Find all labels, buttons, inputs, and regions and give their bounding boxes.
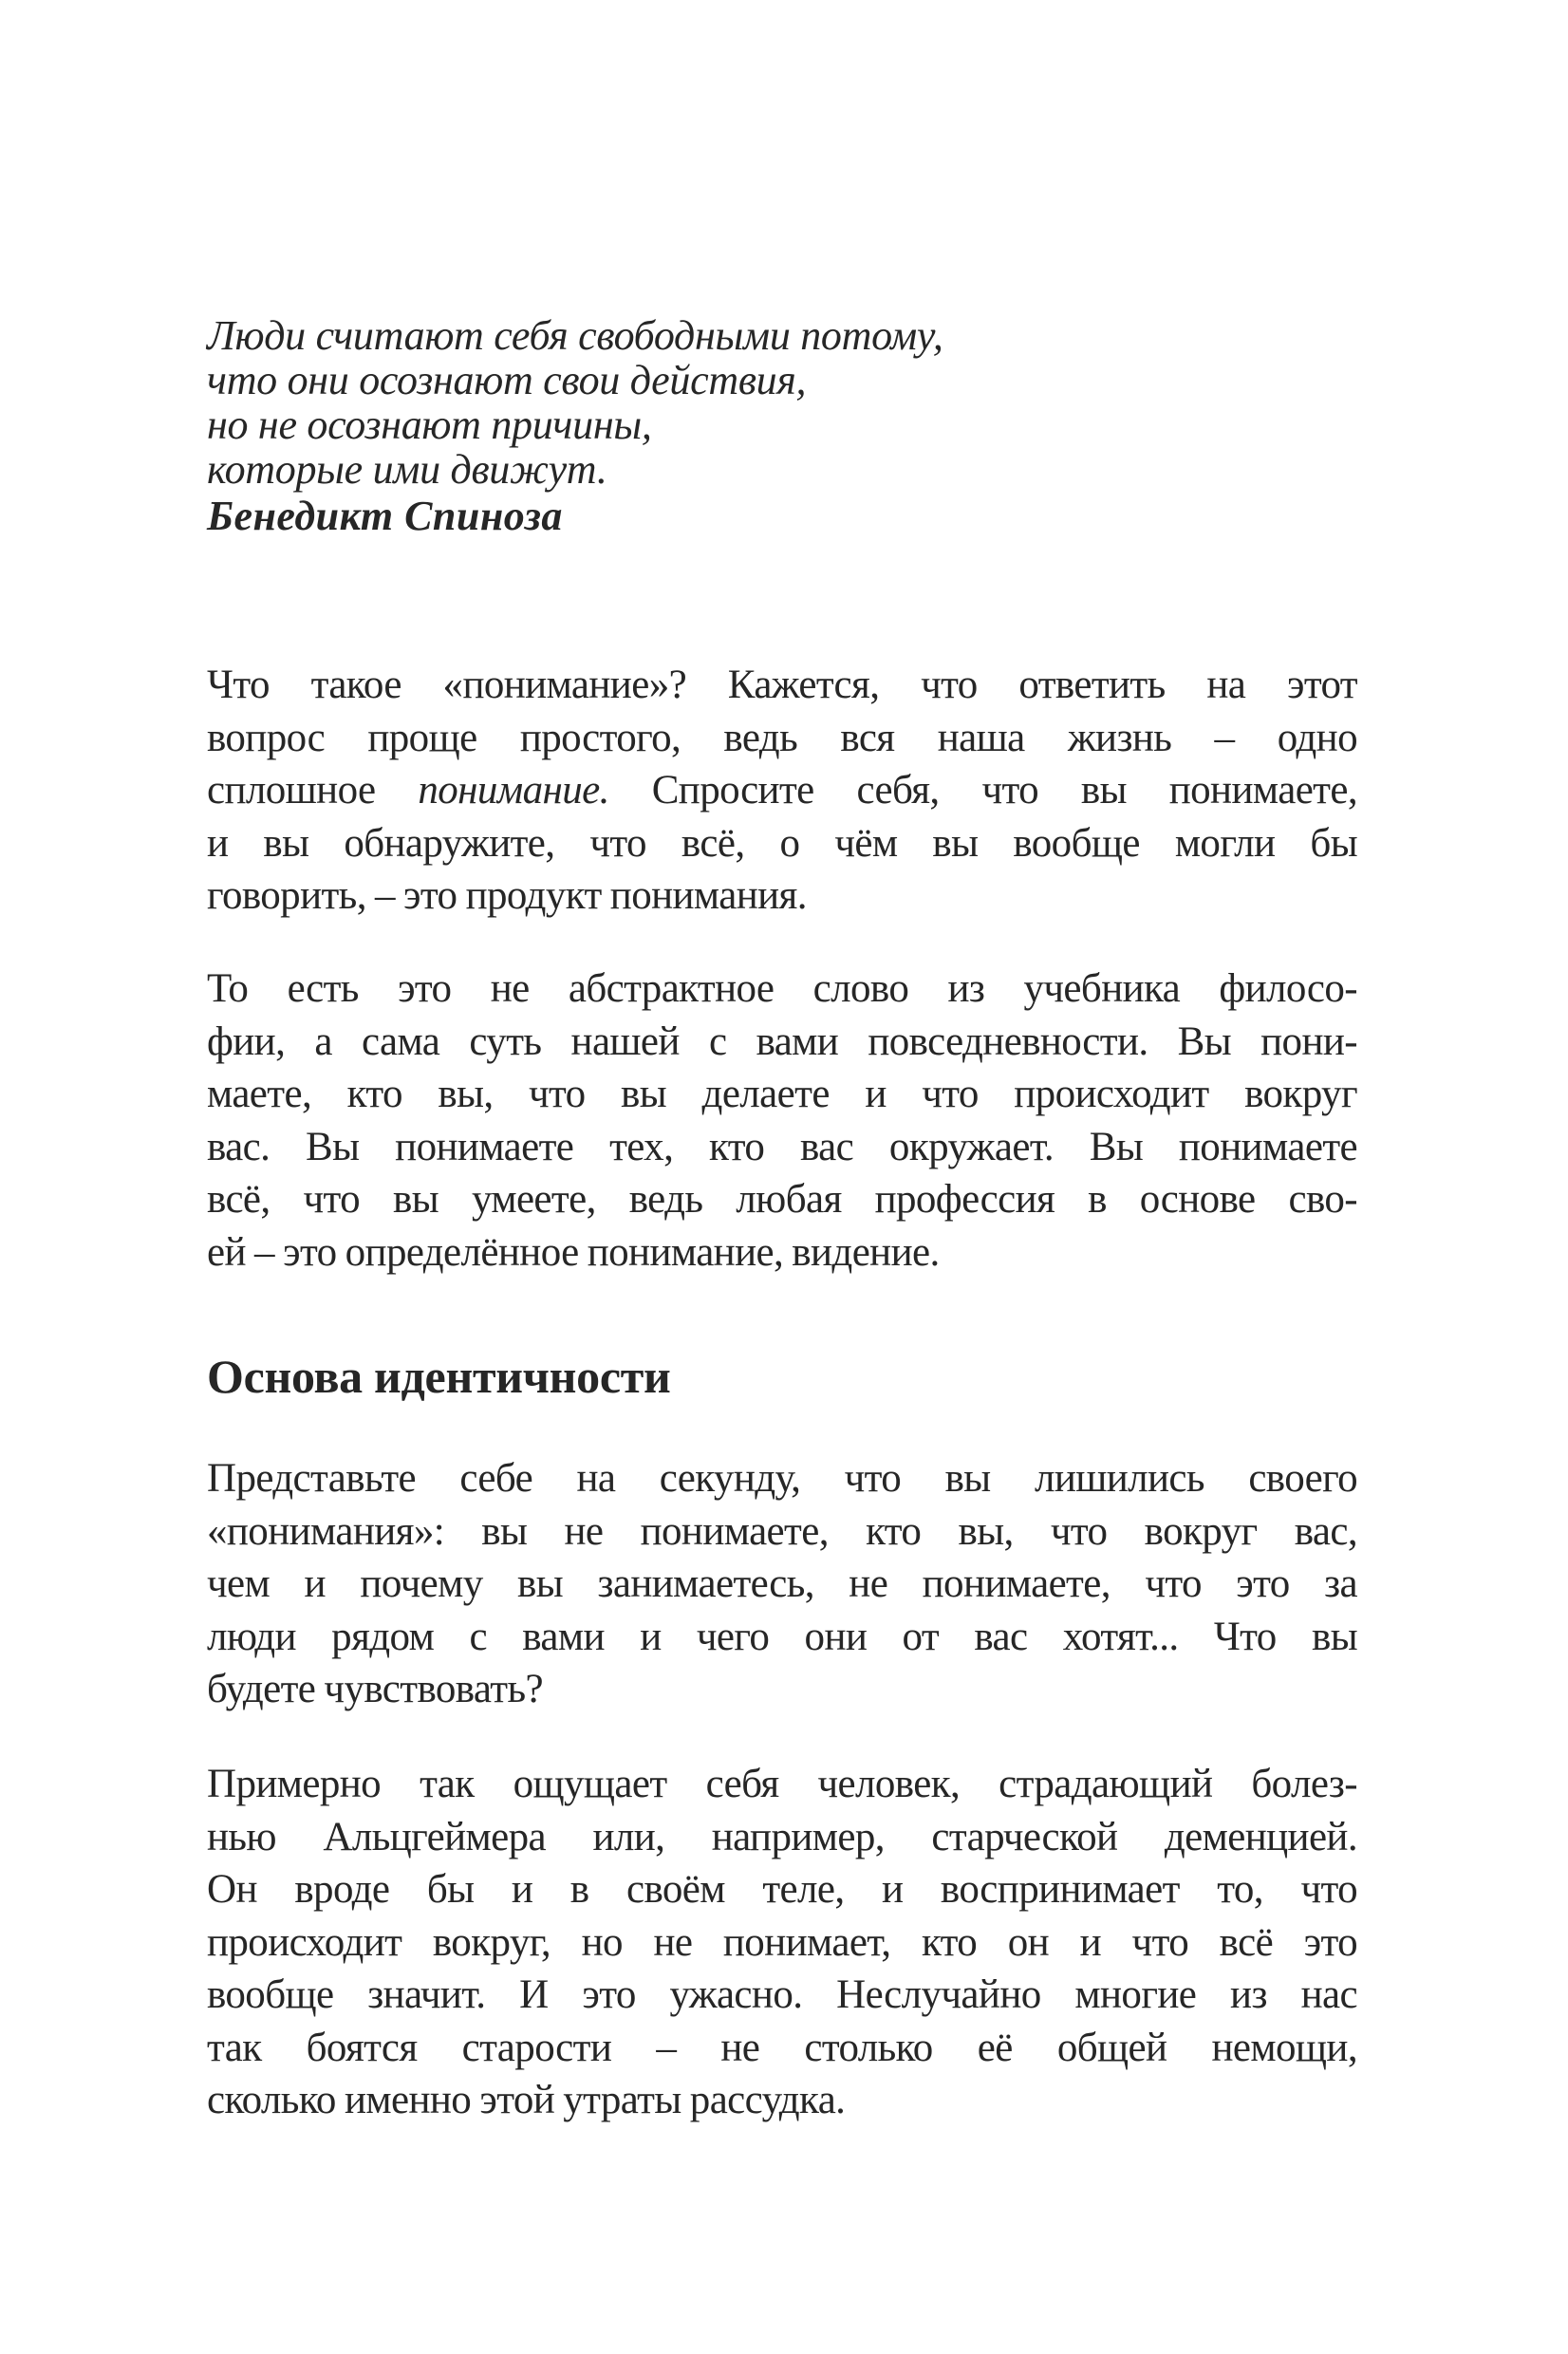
- paragraph-2: [207, 962, 1357, 1279]
- text-line: будете чувствовать?: [207, 1667, 543, 1711]
- emphasized-word: понимание.: [418, 768, 609, 813]
- text-line: вообще значит. И это ужасно. Неслучайно многие из нас: [207, 1972, 1357, 2017]
- epigraph-line: которые ими движут.: [207, 446, 607, 493]
- section-heading: Основа идентичности: [207, 1350, 671, 1403]
- text-line: нью Альцгеймера или, например, старческой деменцией.: [207, 1814, 1357, 1859]
- paragraph-3: [207, 1452, 1357, 1716]
- epigraph-author: Бенедикт Спиноза: [207, 493, 563, 539]
- text-line: ей – это определённое понимание, видение.: [207, 1229, 940, 1275]
- text-line: люди рядом с вами и чего они от вас хотят... Что вы: [207, 1614, 1357, 1659]
- text-line: и вы обнаружите, что всё, о чём вы вообще могли бы: [207, 820, 1357, 866]
- paragraph-1: [207, 659, 1357, 923]
- text-line: Что такое «понимание»? Кажется, что ответить на этот: [207, 663, 1357, 707]
- text-line: всё, что вы умеете, ведь любая профессия в основе сво-: [207, 1177, 1357, 1222]
- text-line: говорить, – это продукт понимания.: [207, 873, 807, 918]
- text-line: происходит вокруг, но не понимает, кто он и что всё это: [207, 1919, 1357, 1965]
- epigraph-line: Люди считают себя свободными потому,: [207, 312, 943, 359]
- text-line: Он вроде бы и в своём теле, и воспринимает то, что: [207, 1867, 1357, 1912]
- text-line: [207, 764, 1357, 817]
- text-line: маете, кто вы, что вы делаете и что происходит вокруг: [207, 1072, 1357, 1116]
- text-run: сплошное: [207, 768, 419, 813]
- text-line: Представьте себе на секунду, что вы лишились своего: [207, 1456, 1357, 1501]
- text-line: чем и почему вы занимаетесь, не понимаете, что это за: [207, 1561, 1357, 1606]
- epigraph-line: что они осознают свои действия,: [207, 357, 807, 403]
- text-line: То есть это не абстрактное слово из учебника филосо-: [207, 966, 1357, 1011]
- text-line: фии, а сама суть нашей с вами повседневности. Вы пони-: [207, 1018, 1357, 1064]
- epigraph-line: но не осознают причины,: [207, 402, 652, 448]
- text-line: сколько именно этой утраты рассудка.: [207, 2078, 846, 2122]
- text-line: вопрос проще простого, ведь вся наша жизнь – одно: [207, 715, 1357, 760]
- epigraph: [207, 313, 1156, 538]
- text-line: Примерно так ощущает себя человек, страдающий болез-: [207, 1762, 1357, 1806]
- text-line: вас. Вы понимаете тех, кто вас окружает. Вы понимаете: [207, 1124, 1357, 1169]
- paragraph-4: [207, 1758, 1357, 2127]
- text-line: так боятся старости – не столько её общей немощи,: [207, 2025, 1357, 2070]
- text-run: Спросите себя, что вы понимаете,: [608, 768, 1358, 813]
- text-line: «понимания»: вы не понимаете, кто вы, что вокруг вас,: [207, 1508, 1357, 1554]
